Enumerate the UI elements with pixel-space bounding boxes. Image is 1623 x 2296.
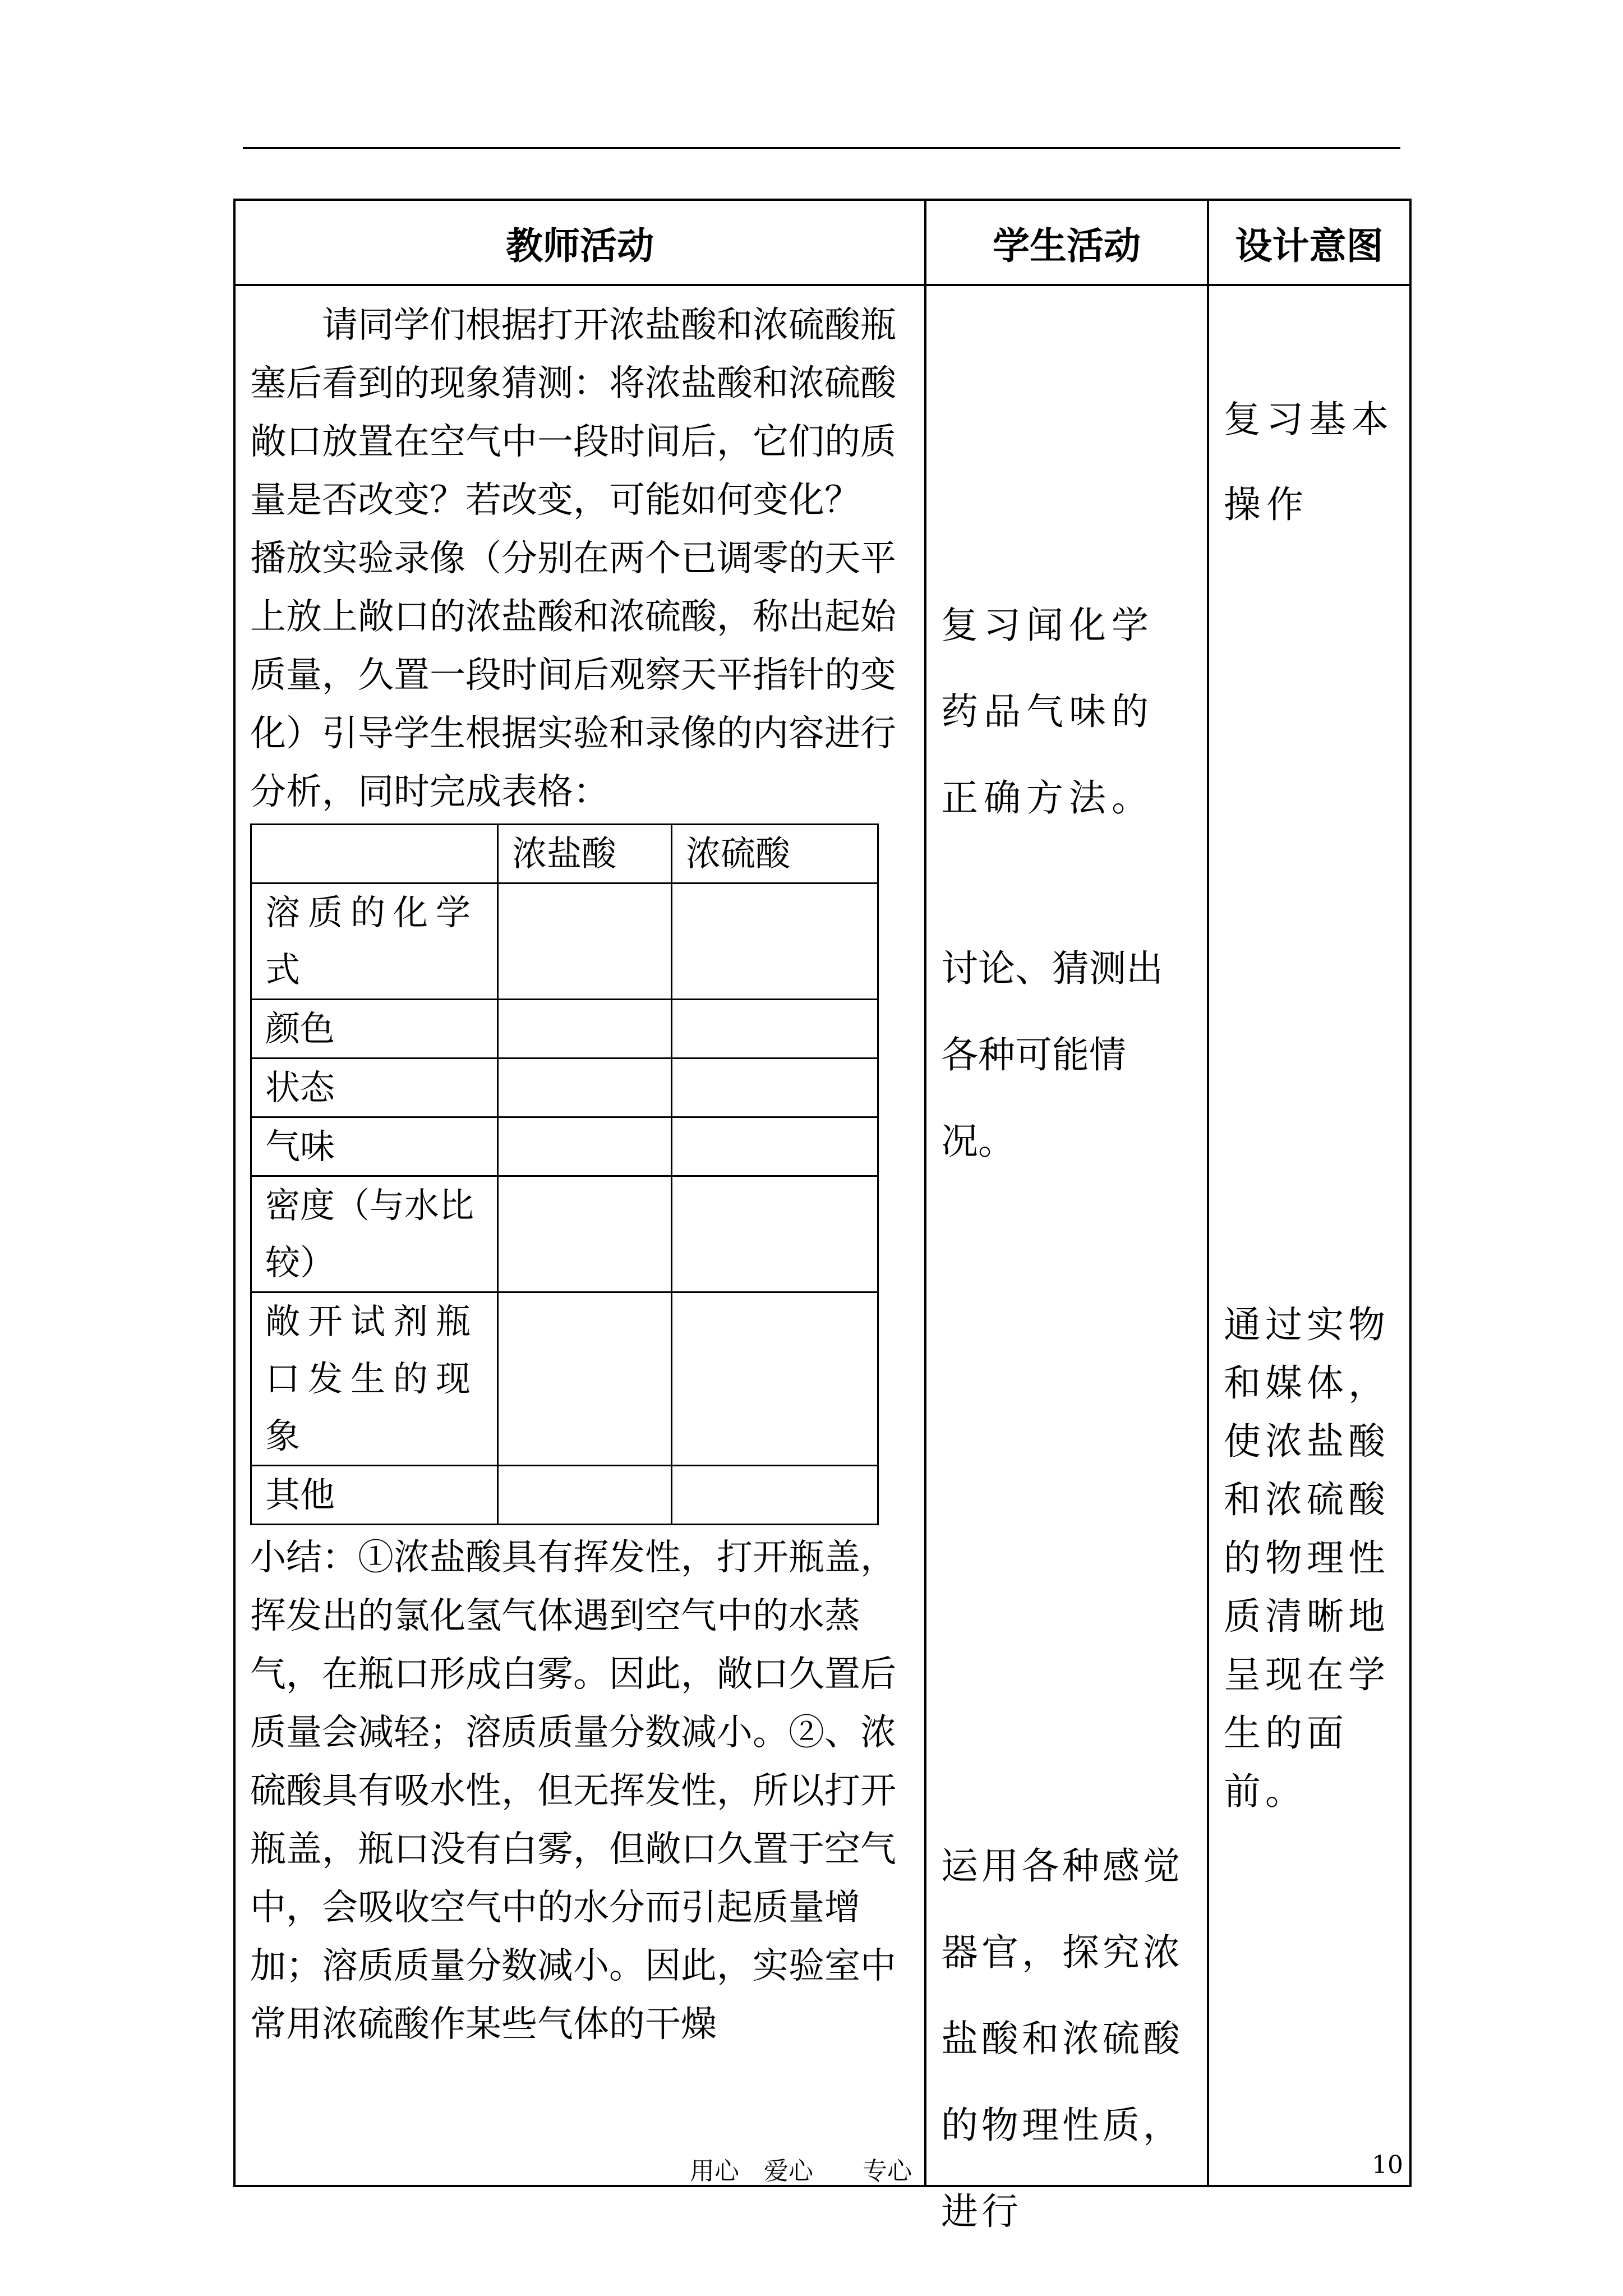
blank-cell [672,1466,878,1525]
blank-cell [498,1292,672,1466]
table-body-row [234,285,1410,2186]
table-row [251,1117,878,1176]
header-rule [243,147,1400,149]
blank-cell [498,1000,672,1059]
row-label-odor: 气味 [251,1117,498,1176]
properties-header-row [251,825,878,884]
lesson-plan-table [233,199,1412,2233]
blank-cell [672,1117,878,1176]
properties-col-h2so4: 浓硫酸 [672,825,878,884]
row-label-formula: 溶质的化学式 [251,884,498,1000]
teacher-paragraph-question: 请同学们根据打开浓盐酸和浓硫酸瓶塞后看到的现象猜测：将浓盐酸和浓硫酸敞口放置在空气中一段时间后，它们的质量是否改变？若改变，可能如何变化？ [250,305,896,521]
properties-corner-cell [251,825,498,884]
header-design-intent: 设计意图 [1208,200,1410,285]
row-label-state: 状态 [251,1059,498,1117]
table-row [251,1000,878,1059]
header-student-activity: 学生活动 [925,200,1208,285]
blank-cell [498,1117,672,1176]
blank-cell [672,1000,878,1059]
row-label-density: 密度（与水比较） [251,1176,498,1292]
footer-motto: 用心 爱心 专心 [690,2157,912,2185]
header-teacher-activity: 教师活动 [234,200,925,285]
blank-cell [498,1466,672,1525]
design-intent-cell [1208,285,1410,2186]
design-intent-review: 复习基本操作 [1224,398,1394,526]
table-header-row [234,200,1410,285]
student-activity-discuss: 讨论、猜测出各种可能情况。 [941,947,1163,1163]
student-activity-cell [925,285,1208,2233]
blank-cell [672,1292,878,1466]
page-number: 10 [1372,2151,1403,2179]
blank-cell [498,1176,672,1292]
teacher-activity-cell [234,285,925,2186]
table-row [251,1466,878,1525]
blank-cell [672,1059,878,1117]
teacher-paragraph-video: 播放实验录像（分别在两个已调零的天平上放上敞口的浓盐酸和浓硫酸，称出起始质量，久置一段时间后观察天平指针的变化）引导学生根据实验和录像的内容进行分析，同时完成表格： [250,538,896,813]
design-intent-media: 通过实物和媒体，使浓盐酸和浓硫酸的物理性质清晰地呈现在学生的面前。 [1224,1303,1390,1813]
properties-col-hcl: 浓盐酸 [498,825,672,884]
table-row [251,1176,878,1292]
properties-table [250,823,879,1525]
row-label-color: 颜色 [251,1000,498,1059]
row-label-open-bottle: 敞开试剂瓶口发生的现象 [251,1292,498,1466]
blank-cell [498,1059,672,1117]
table-row [251,884,878,1000]
table-row [251,1292,878,1466]
teacher-paragraph-summary: 小结：①浓盐酸具有挥发性，打开瓶盖，挥发出的氯化氢气体遇到空气中的水蒸气，在瓶口形成白雾。因此，敞口久置后质量会减轻；溶质质量分数减小。②、浓硫酸具有吸水性，但无挥发性，所以打开瓶盖，瓶口没有白雾，但敞口久置于空气中，会吸收空气中的水分而引起质量增加；溶质质量分数减小。因此，实验室中常用浓硫酸作某些气体的干燥 [250,1537,896,2045]
student-activity-explore: 运用各种感觉器官，探究浓盐酸和浓硫酸的物理性质，进行 [941,1844,1183,2233]
row-label-other: 其他 [251,1466,498,1525]
blank-cell [672,1176,878,1292]
student-activity-smell: 复习闻化学药品气味的正确方法。 [941,604,1154,820]
table-row [251,1059,878,1117]
blank-cell [498,884,672,1000]
blank-cell [672,884,878,1000]
